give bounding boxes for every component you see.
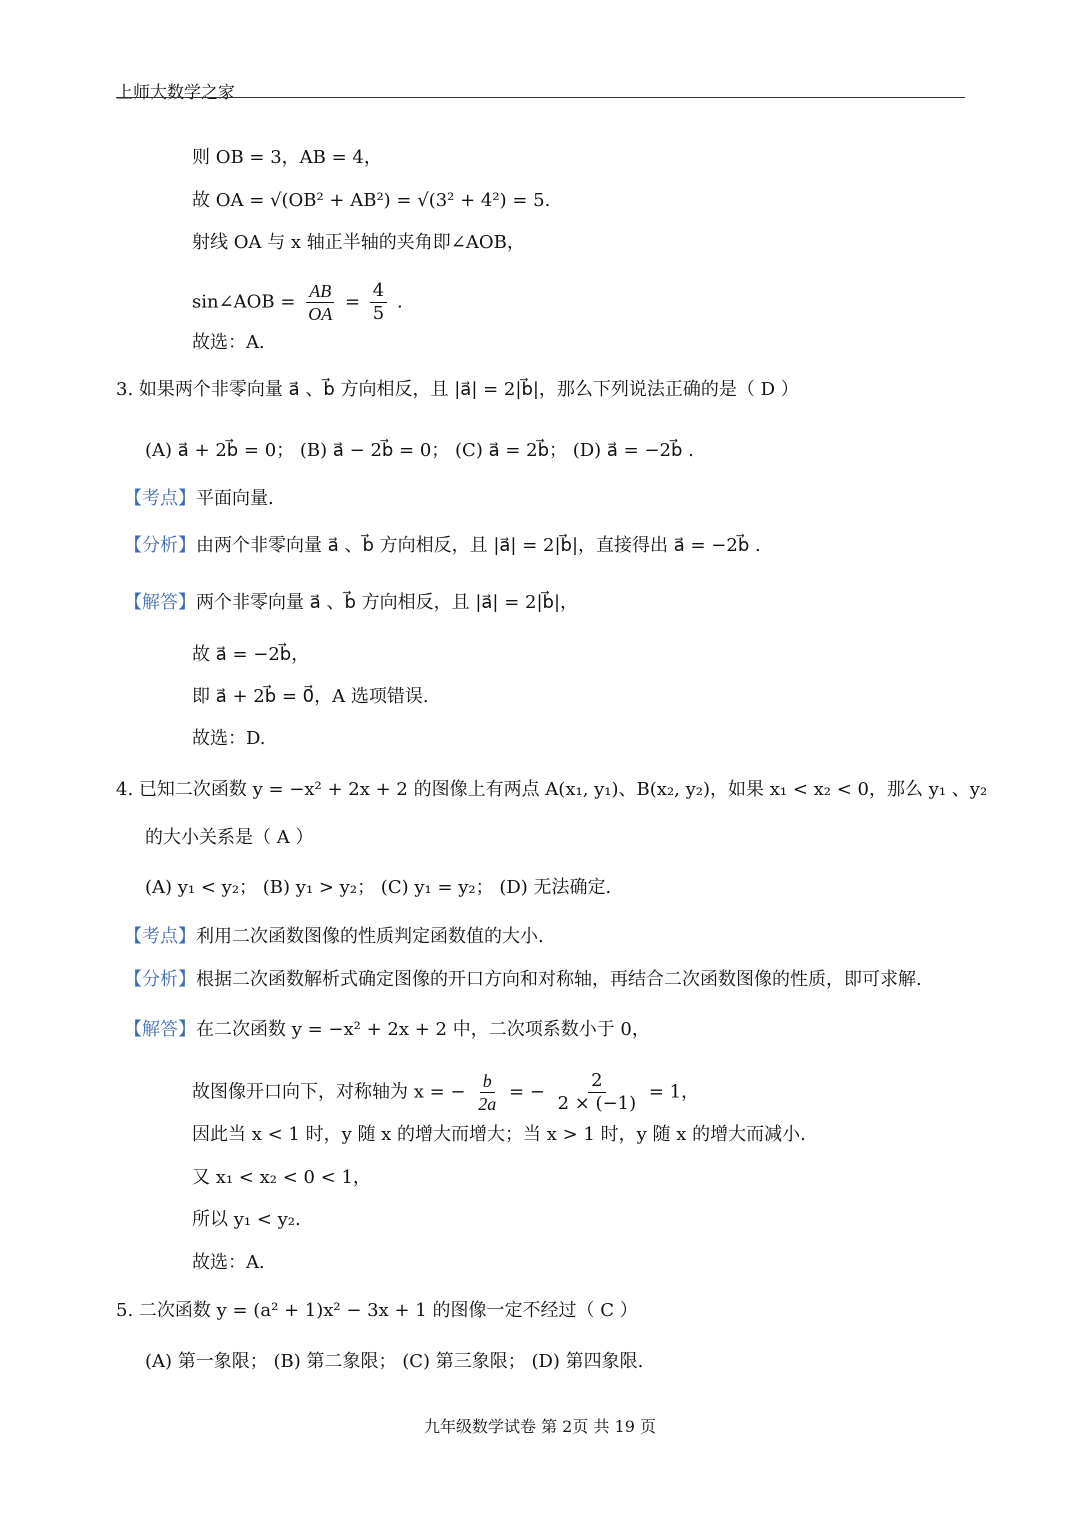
tag-fenxi: 【分析】 xyxy=(124,535,196,556)
text-fragment: 利用二次函数图像的性质判定函数值的大小. xyxy=(196,926,544,947)
text-line xyxy=(192,280,403,325)
fraction-numerator: b xyxy=(480,1070,495,1093)
text-line: 故选：A. xyxy=(192,332,265,353)
text-fragment: = 1， xyxy=(648,1081,700,1103)
text-line: 所以 y₁ < y₂. xyxy=(192,1209,301,1230)
text-fragment: = xyxy=(344,291,366,313)
question-4: 4. 已知二次函数 y = −x² + 2x + 2 的图像上有两点 A(x₁, y₁)、B(x₂, y₂)，如果 x₁ < x₂ < 0，那么 y₁ 、y₂ xyxy=(116,779,988,800)
question-5: 5. 二次函数 y = (a² + 1)x² − 3x + 1 的图像一定不经过（ C ） xyxy=(116,1300,638,1321)
text-fragment: 两个非零向量 a⃗ 、b⃗ 方向相反，且 |a⃗| = 2|b⃗|， xyxy=(196,592,579,613)
question-4-options: (A) y₁ < y₂； (B) y₁ > y₂； (C) y₁ = y₂； (D) 无法确定. xyxy=(145,877,612,898)
fraction-numerator: AB xyxy=(306,280,334,303)
text-fragment: = √(3² + 4²) = 5. xyxy=(390,190,551,211)
fraction-denominator: OA xyxy=(308,304,333,324)
text-fragment: 根据二次函数解析式确定图像的开口方向和对称轴，再结合二次函数图像的性质，即可求解. xyxy=(196,969,922,990)
fraction-denominator: 2 × (−1) xyxy=(557,1093,637,1114)
question-3: 3. 如果两个非零向量 a⃗ 、b⃗ 方向相反，且 |a⃗| = 2|b⃗|，那么下列说法正确的是（ D ） xyxy=(116,379,799,400)
tag-fenxi: 【分析】 xyxy=(124,969,196,990)
text-line: 则 OB = 3，AB = 4， xyxy=(192,147,382,168)
text-line: 因此当 x < 1 时，y 随 x 的增大而增大；当 x > 1 时，y 随 x 的增大而减小. xyxy=(192,1124,806,1145)
text-fragment: 平面向量. xyxy=(196,488,274,509)
text-line: 故选：D. xyxy=(192,728,266,749)
header-title: 上师大数学之家 xyxy=(116,83,235,103)
text-line: 又 x₁ < x₂ < 0 < 1， xyxy=(192,1167,371,1188)
text-fragment: 故 OA = xyxy=(192,190,271,211)
tag-jieda: 【解答】 xyxy=(124,1019,196,1040)
text-fragment: 在二次函数 y = −x² + 2x + 2 中，二次项系数小于 0， xyxy=(196,1019,650,1040)
math-sqrt: √(OB² + AB²) xyxy=(270,190,391,211)
fraction-numerator: 4 xyxy=(370,280,387,303)
tag-kaodian: 【考点】 xyxy=(124,926,196,947)
text-line xyxy=(192,1070,699,1115)
text-fragment: = − xyxy=(508,1081,545,1103)
text-line xyxy=(124,1018,650,1042)
tag-jieda: 【解答】 xyxy=(124,592,196,613)
text-line xyxy=(192,189,550,213)
text-line: 故 a⃗ = −2b⃗， xyxy=(192,644,310,665)
text-fragment: sin∠AOB = xyxy=(192,291,296,313)
page-footer: 九年级数学试卷 第 2页 共 19 页 xyxy=(424,1417,656,1436)
text-line xyxy=(124,925,544,949)
fraction-denominator: 2a xyxy=(478,1094,497,1114)
question-5-options: (A) 第一象限； (B) 第二象限； (C) 第三象限； (D) 第四象限. xyxy=(145,1351,644,1372)
text-line xyxy=(124,487,274,511)
fraction-numerator: 2 xyxy=(588,1070,605,1093)
text-fragment: 由两个非零向量 a⃗ 、b⃗ 方向相反，且 |a⃗| = 2|b⃗|，直接得出 a⃗ = −2b⃗ . xyxy=(196,535,761,556)
header-divider xyxy=(116,97,965,98)
text-line: 即 a⃗ + 2b⃗ = 0⃗，A 选项错误. xyxy=(192,686,429,707)
text-line: 射线 OA 与 x 轴正半轴的夹角即∠AOB， xyxy=(192,232,525,253)
text-line: 故选：A. xyxy=(192,1252,265,1273)
fraction xyxy=(555,1070,640,1115)
fraction-denominator: 5 xyxy=(372,303,385,324)
text-fragment: . xyxy=(396,291,403,313)
fraction xyxy=(305,280,335,325)
question-3-options: (A) a⃗ + 2b⃗ = 0； (B) a⃗ − 2b⃗ = 0； (C) a⃗ = 2b⃗； (D) a⃗ = −2b⃗ . xyxy=(145,440,694,461)
fraction xyxy=(475,1070,499,1115)
text-line xyxy=(124,591,578,615)
text-line xyxy=(124,534,761,558)
text-line: 的大小关系是（ A ） xyxy=(145,827,314,848)
text-line xyxy=(124,968,922,992)
tag-kaodian: 【考点】 xyxy=(124,488,196,509)
fraction xyxy=(370,280,387,325)
text-fragment: 故图像开口向下，对称轴为 x = − xyxy=(192,1081,466,1103)
